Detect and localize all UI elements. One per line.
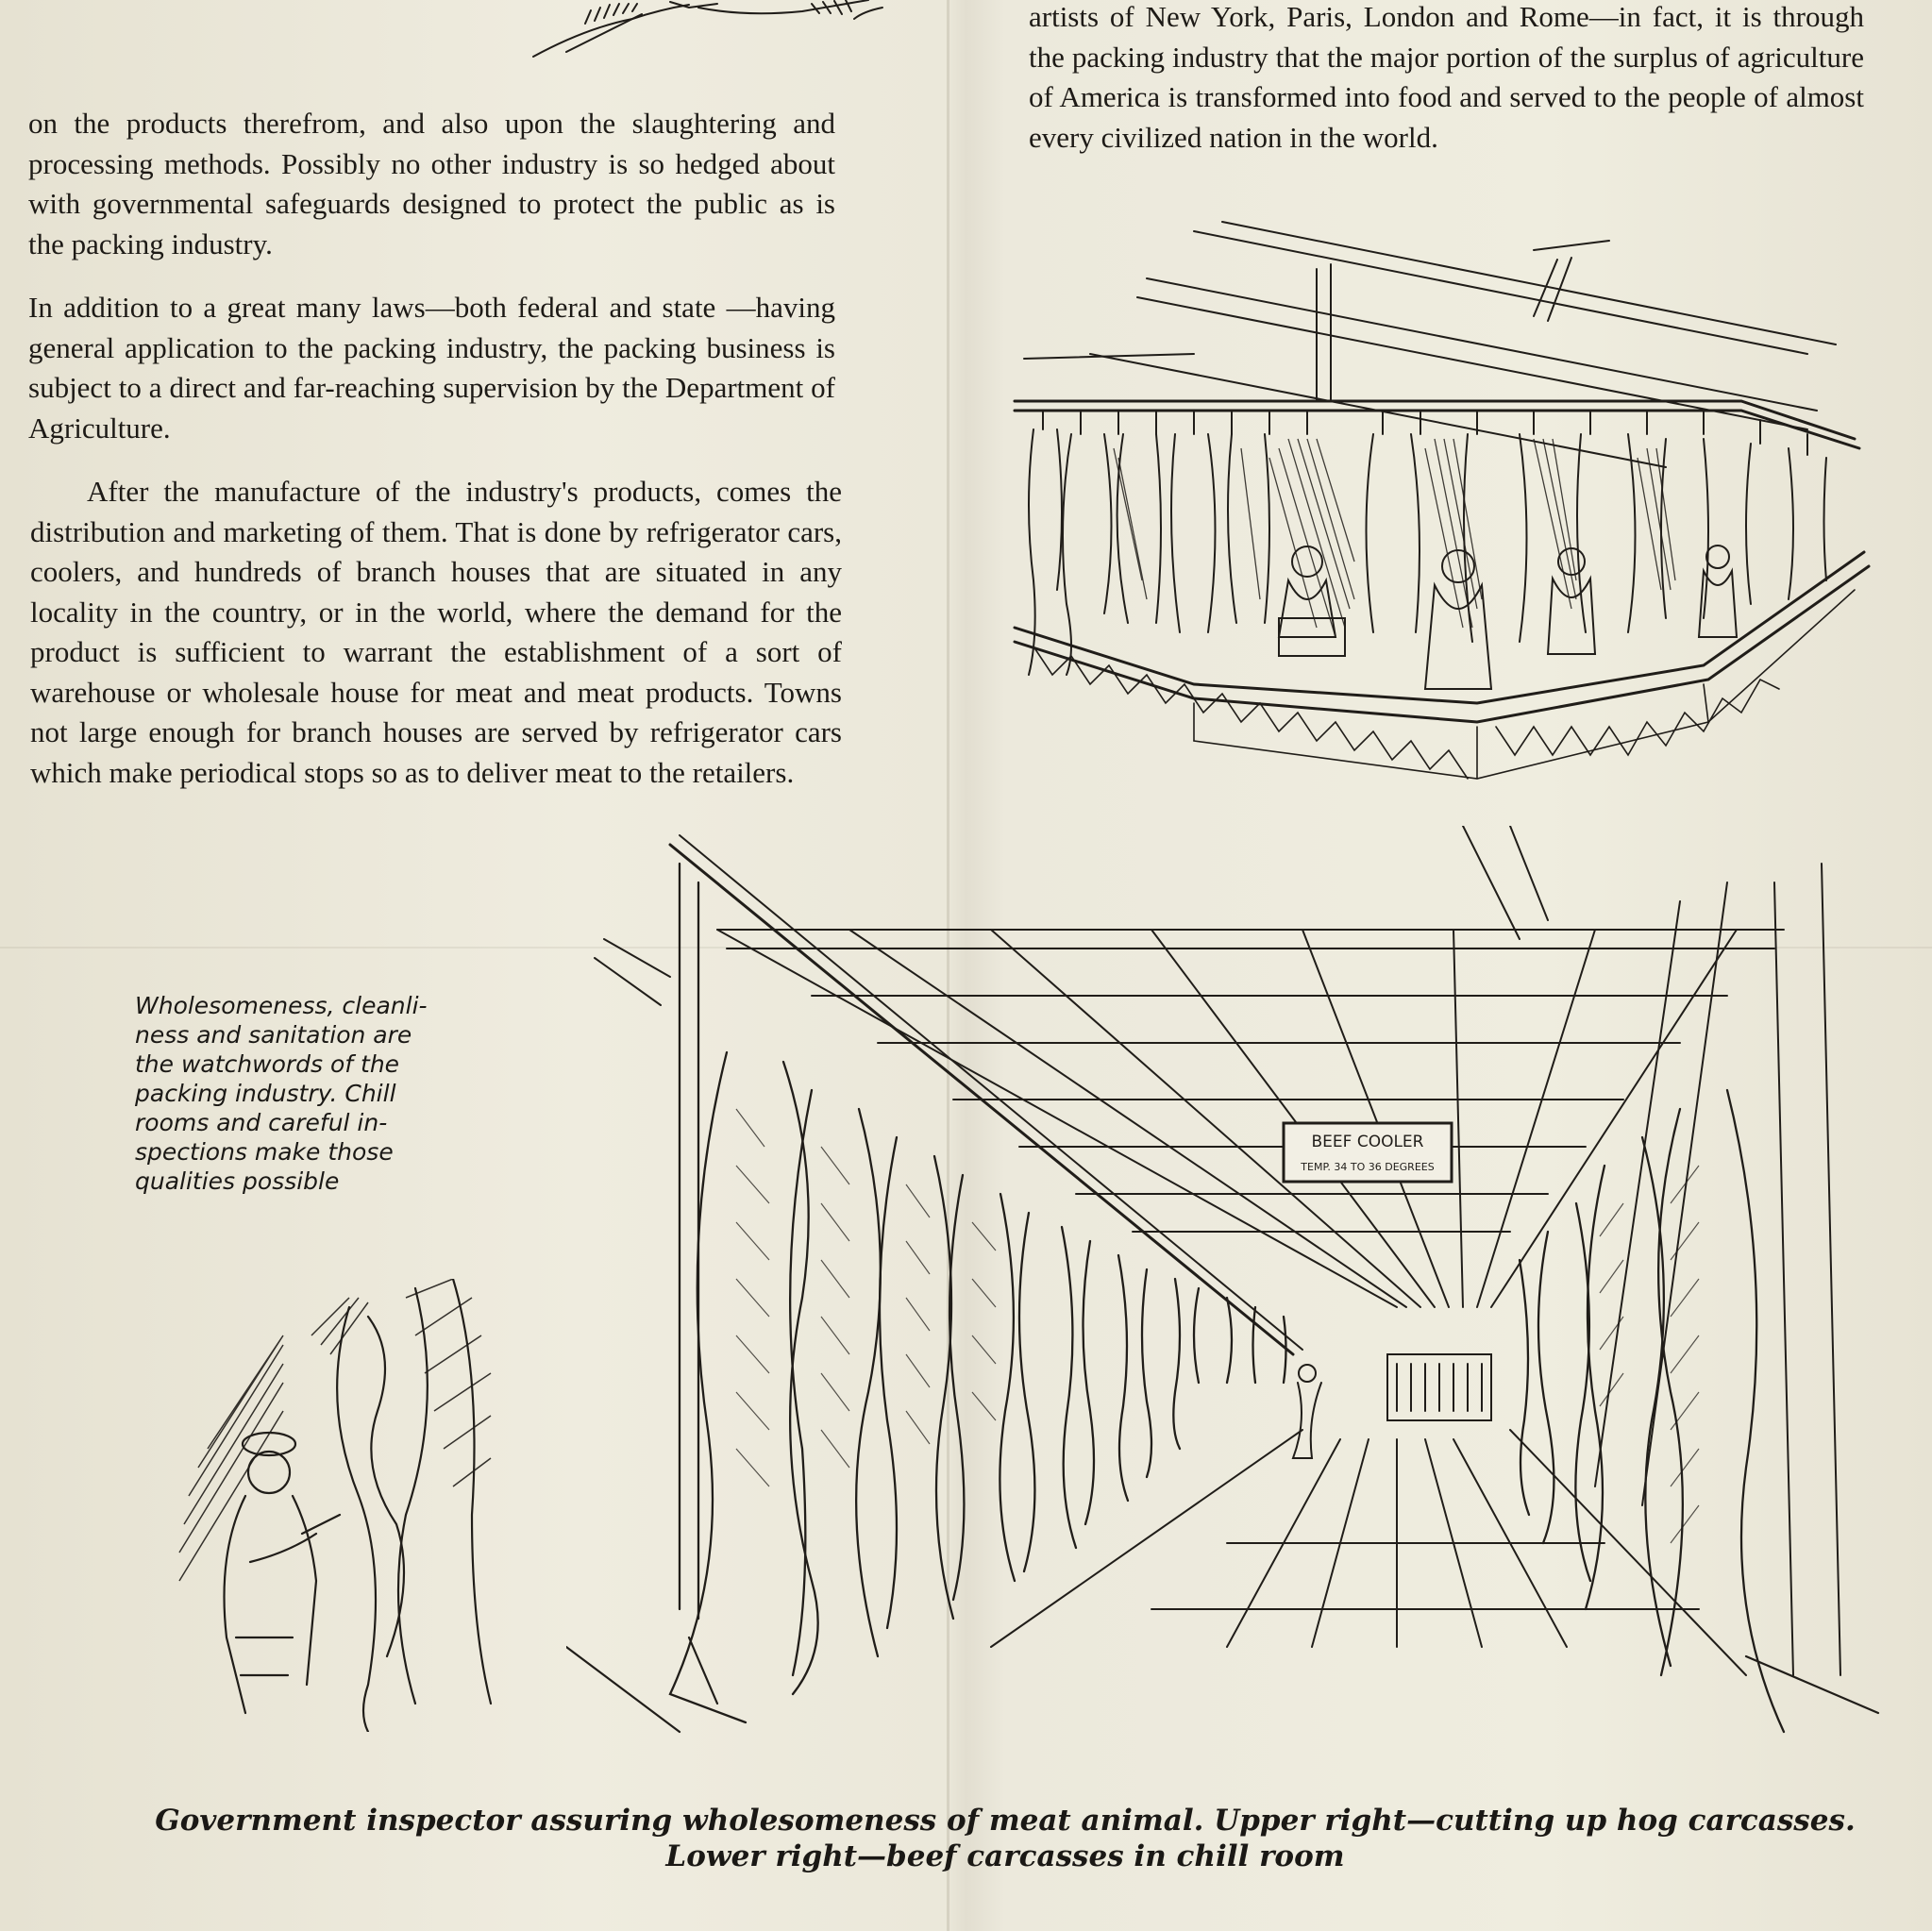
sign-line-2: TEMP. 34 TO 36 DEGREES xyxy=(1301,1161,1435,1173)
left-paragraph-2: In addition to a great many laws—both federal and state —having general application to the packing industry, the packing business is subject to a direct and far-reaching supervision by the Department of Agriculture. xyxy=(28,291,835,445)
sign-line-1: BEEF COOLER xyxy=(1311,1133,1424,1151)
left-paragraph-1: on the products therefrom, and also upon the slaughtering and processing methods. Possibly no other industry is so hedged about with governmental safeguards designed to protect the public as is the packing industry. xyxy=(28,107,835,260)
left-paragraph-3: After the manufacture of the industry's products, comes the distribution and marketing of them. That is done by refrigerator cars, coolers, and hundreds of branch houses that are situated in any locality in the country, or in the world, where the demand for the product is sufficient to warrant the establishment of a sort of warehouse or wholesale house for meat and meat products. Towns not large enough for branch houses are served by refrigerator cars which make periodical stops so as to deliver meat to the retailers. xyxy=(30,475,842,789)
government-inspector-illustration xyxy=(170,1279,500,1732)
bottom-caption-line-2: Lower right—beef carcasses in chill room xyxy=(665,1839,1345,1873)
side-caption: Wholesomeness, cleanli- ness and sanitation are the watchwords of the packing industry. Chill rooms and careful in- spections make those qualities possible xyxy=(135,992,428,1195)
bottom-caption-line-1: Government inspector assuring wholesomeness of meat animal. Upper right—cutting up hog carcasses. xyxy=(155,1804,1856,1838)
top-drawing-remnant xyxy=(529,0,906,66)
bottom-caption xyxy=(94,1803,1916,1874)
hog-carcass-illustration xyxy=(1005,212,1878,793)
right-paragraph-1: artists of New York, Paris, London and Rome—in fact, it is through the packing industry that the major portion of the surplus of agriculture of America is transformed into food and served to the people of almost every civilized nation in the world. xyxy=(1029,0,1864,154)
beef-cooler-illustration xyxy=(566,826,1888,1741)
